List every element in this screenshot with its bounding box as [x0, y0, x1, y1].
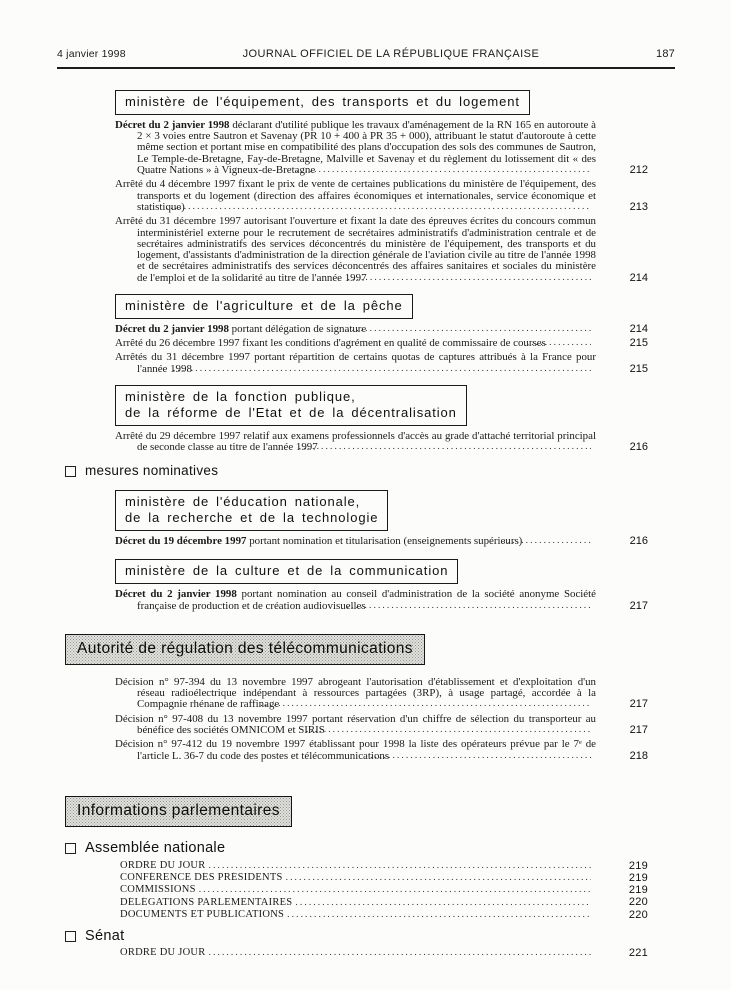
toc-entries — [115, 589, 648, 612]
subsection-senat — [65, 928, 675, 944]
banner-title: Autorité de régulation des télécommunications — [77, 639, 413, 657]
toc-entry — [115, 589, 648, 612]
parliament-item — [120, 872, 648, 884]
toc-entries — [115, 120, 648, 284]
entry-text — [115, 338, 596, 349]
item-page-number: 219 — [591, 861, 648, 872]
square-bullet-icon — [65, 466, 76, 477]
ministry-box-education — [115, 490, 388, 531]
item-label: CONFÉRENCE DES PRÉSIDENTS — [120, 872, 283, 884]
entry-text — [115, 589, 596, 612]
item-label: ORDRE DU JOUR — [120, 859, 206, 871]
entry-page-number: 215 — [591, 364, 648, 375]
entry-text — [115, 324, 596, 335]
entry-page-number: 217 — [591, 725, 648, 736]
entry-body: Arrêté du 26 décembre 1997 fixant les conditions d'agrément en qualité de commissaire de courses — [115, 338, 546, 350]
item-label: DÉLÉGATIONS PARLEMENTAIRES — [120, 896, 293, 908]
entry-page-number: 213 — [591, 202, 648, 213]
toc-entry — [115, 739, 648, 762]
square-bullet-icon — [65, 931, 76, 942]
ministry-title-line2: de la recherche et de la technologie — [125, 510, 379, 526]
toc-entries — [115, 431, 648, 454]
ministry-box-equipement — [115, 90, 530, 115]
toc-entry — [115, 677, 648, 711]
toc-entries — [115, 677, 648, 762]
entry-body: Décision n° 97-394 du 13 novembre 1997 abrogeant l'autorisation d'établissement et d'exploitation d'un réseau radioélectrique indépendant à ressources partagées (3RP), à usage partagé, accordée à la Compagnie rhénane de raffinage — [115, 676, 596, 711]
entry-page-number: 217 — [591, 699, 648, 710]
section-equipement — [115, 90, 648, 453]
entry-body: portant nomination et titularisation (enseignements supérieurs) — [249, 536, 523, 548]
item-page-number: 219 — [591, 885, 648, 896]
entry-text — [115, 216, 596, 284]
item-page-number: 221 — [591, 948, 648, 959]
item-page-number: 220 — [591, 897, 648, 908]
subsection-label: mesures nominatives — [85, 463, 219, 479]
entry-body: déclarant d'utilité publique les travaux d'aménagement de la RN 165 en autoroute à 2 × 3 voies entre Sautron et Savenay (PR 10 + 400 à PR 35 + 000), attribuant le statut d'autoroute à cette même section et portant mise en compatibilité des plans d'occupation des sols des communes de Sautron, Le Temple-de-Bretagne, Fay-de-Bretagne, Malville et Savenay et du règlement du lotissement dit « des Quatre Nations » à Vigneux-de-Bretagne — [137, 119, 596, 177]
section-autorite-entries — [115, 677, 648, 762]
entry-body: Arrêté du 4 décembre 1997 fixant le prix de vente de certaines publications du ministère de l'équipement, des transports et du logement (direction des affaires économiques et internationales, service économique et statistique) — [115, 179, 596, 213]
square-bullet-icon — [65, 843, 76, 854]
entry-page-number: 218 — [591, 751, 648, 762]
ministry-box-agriculture — [115, 294, 413, 319]
parliament-item — [120, 897, 648, 909]
entry-page-number: 215 — [591, 338, 648, 349]
entry-lead: Décret du 2 janvier 1998 — [115, 589, 237, 601]
entry-body: portant nomination au conseil d'administration de la société anonyme Société française de production et de création audiovisuelles — [137, 589, 596, 612]
journal-title: JOURNAL OFFICIEL DE LA RÉPUBLIQUE FRANÇAISE — [242, 48, 540, 60]
ministry-title: ministère de l'éducation nationale, — [125, 494, 361, 510]
item-page-number: 219 — [591, 873, 648, 884]
entry-body: portant délégation de signature — [231, 323, 367, 335]
parliament-item — [120, 860, 648, 872]
item-label: ORDRE DU JOUR — [120, 946, 206, 958]
parliament-item — [120, 884, 648, 896]
toc-entry — [115, 338, 648, 349]
entry-body: Arrêté du 29 décembre 1997 relatif aux examens professionnels d'accès au grade d'attaché territorial principal de seconde classe au titre de l'année 1997 — [115, 430, 596, 454]
subsection-label: Sénat — [85, 927, 125, 944]
ministry-title: ministère de la culture et de la communication — [125, 563, 449, 579]
toc-entry — [115, 179, 648, 213]
ministry-box-fonction-publique — [115, 385, 467, 426]
toc-entry — [115, 324, 648, 335]
entry-text — [115, 179, 596, 213]
entry-lead: Décret du 2 janvier 1998 — [115, 119, 230, 131]
entry-body: Décision n° 97-412 du 19 novembre 1997 établissant pour 1998 la liste des opérateurs prévue par le 7ᵉ de l'article L. 36-7 du code des postes et télécommunications — [115, 739, 596, 762]
subsection-assemblee-nationale — [65, 840, 675, 856]
senat-items — [120, 947, 648, 959]
entry-text — [115, 677, 596, 711]
entry-page-number: 214 — [591, 324, 648, 335]
entry-body: Arrêtés du 31 décembre 1997 portant répartition de certains quotas de captures attribués à la France pour l'année 1998 — [115, 352, 596, 375]
toc-entry — [115, 120, 648, 176]
toc-entry — [115, 352, 648, 375]
toc-entries — [115, 324, 648, 375]
toc-entry — [115, 431, 648, 454]
entry-page-number: 216 — [591, 442, 648, 453]
entry-text — [115, 536, 596, 547]
entry-text — [115, 352, 596, 375]
assemblee-items — [120, 860, 648, 921]
toc-entries — [115, 536, 648, 547]
entry-text — [115, 714, 596, 737]
section-mesures — [115, 490, 648, 611]
entry-lead: Décret du 19 décembre 1997 — [115, 536, 247, 548]
subsection-label: Assemblée nationale — [85, 839, 226, 856]
ministry-title-line2: de la réforme de l'Etat et de la décentralisation — [125, 404, 457, 420]
header-rule — [57, 67, 675, 69]
entry-page-number: 216 — [591, 536, 648, 547]
entry-lead: Décret du 2 janvier 1998 — [115, 323, 229, 335]
folio-number: 187 — [656, 48, 675, 60]
entry-text — [115, 120, 596, 176]
subsection-mesures-nominatives — [65, 463, 675, 478]
entry-text — [115, 431, 596, 454]
entry-page-number: 212 — [591, 165, 648, 176]
toc-entry — [115, 536, 648, 547]
parliament-item — [120, 909, 648, 921]
section-banner-informations-parlementaires — [65, 796, 292, 827]
toc-entry — [115, 714, 648, 737]
entry-body: Arrêté du 31 décembre 1997 autorisant l'ouverture et fixant la date des épreuves écrites du concours commun interministériel externe pour le recrutement de secrétaires administratifs d'administration centrale et de secrétaires administratifs des services déconcentrés du ministère de l'équipement, des transports et du logement, d'assistants d'administration de la direction générale de l'aviation civile au titre de l'année 1998 et de secrétaires administratifs des services déconcentrés des affaires sanitaires et sociales du ministère de l'emploi et de la solidarité au titre de l'année 1997 — [115, 216, 596, 284]
ministry-title: ministère de la fonction publique, — [125, 389, 356, 405]
toc-entry — [115, 216, 648, 284]
item-page-number: 220 — [591, 910, 648, 921]
ministry-title: ministère de l'équipement, des transports et du logement — [125, 94, 520, 109]
page-header — [57, 48, 675, 60]
banner-title: Informations parlementaires — [77, 801, 280, 819]
entry-text — [115, 739, 596, 762]
entry-page-number: 217 — [591, 601, 648, 612]
section-banner-autorite — [65, 634, 425, 665]
entry-body: Décision n° 97-408 du 13 novembre 1997 portant réservation d'un chiffre de sélection du transporteur au bénéfice des sociétés OMNICOM et SIRIS — [115, 713, 596, 737]
ministry-title: ministère de l'agriculture et de la pêche — [125, 298, 403, 314]
ministry-box-culture — [115, 559, 458, 584]
item-label: DOCUMENTS ET PUBLICATIONS — [120, 908, 285, 920]
entry-page-number: 214 — [591, 273, 648, 284]
item-label: COMMISSIONS — [120, 884, 196, 896]
parliament-item — [120, 947, 648, 959]
issue-date: 4 janvier 1998 — [57, 48, 126, 60]
